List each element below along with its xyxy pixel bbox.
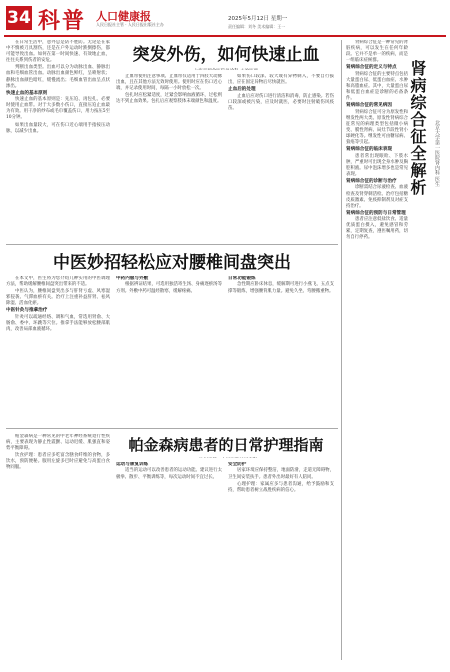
sidebar-para: 肾病综合征可分为原发性和继发性两大类。原发性肾病综合征常见的病理类型包括微小病变、膜性肾病、局灶节段性肾小球硬化等。继发性可由糖尿病、狼疮等引起。 bbox=[346, 109, 408, 146]
article2-para: 在本文中，医生将为您介绍几种实用的中医调理方法，帮助缓解腰椎间盘突出带来的不适。 bbox=[6, 276, 110, 288]
sidebar-para: 肾病综合征的主要特点包括大量蛋白尿、低蛋白血症、水肿和高脂血症。其中，大量蛋白尿和低蛋白血症是诊断的必备条件。 bbox=[346, 71, 408, 102]
article1-para: 如果出血量较大，可在伤口近心端用手指按压动脉，以减少出血。 bbox=[6, 122, 110, 134]
section-title: 科普 bbox=[38, 8, 87, 34]
article2-subhead: 中药内服与外敷 bbox=[116, 276, 149, 281]
sidebar-title: 肾病综合征全解析 bbox=[408, 60, 427, 196]
header-rule bbox=[4, 35, 446, 37]
article3-subhead: 运动与康复训练 bbox=[116, 462, 149, 467]
article2-subhead: 日常功能锻炼 bbox=[228, 276, 256, 281]
article3-para: 饮食护理：患者应多吃富含膳食纤维的食物，多饮水，预防便秘。服用左旋多巴时应避免与高蛋白食物同服。 bbox=[6, 453, 110, 471]
section-divider bbox=[6, 244, 338, 245]
article3-col3 bbox=[228, 462, 334, 662]
article1-header bbox=[116, 40, 336, 70]
article2-subhead: 中医针灸与推拿治疗 bbox=[6, 308, 48, 314]
article1-para: 判断出血类型。出血可以分为动脉出血、静脉出血和毛细血管出血。动脉出血颜色鲜红，呈喷射状；静脉出血颜色暗红，缓慢流出；毛细血管出血呈点状渗出。 bbox=[6, 65, 110, 89]
newspaper-sub: 人民日报社主管 · 人民日报出版社主办 bbox=[96, 22, 164, 27]
article2-title: 中医妙招轻松应对腰椎间盘突出 bbox=[53, 253, 291, 272]
article1-title: 突发外伤，如何快速止血 bbox=[132, 45, 320, 65]
sidebar-subhead: 肾病综合征的临床表现 bbox=[346, 147, 392, 153]
article2-col1 bbox=[6, 276, 110, 424]
sidebar-col bbox=[346, 40, 408, 660]
article3-byline bbox=[116, 457, 336, 458]
article3-para: 心理护理：家属应多与患者沟通，给予鼓励和支持，帮助患者树立战胜疾病的信心。 bbox=[228, 481, 334, 493]
sidebar-subhead: 肾病综合征的定义与特点 bbox=[346, 65, 397, 71]
sidebar-byline: 北京大学第一医院肾内科 医生 bbox=[434, 120, 440, 187]
article1-para: 止血后应对伤口进行清洁和消毒，防止感染。若伤口较深或被污染，应及时就医，必要时注射破伤风疫苗。 bbox=[228, 93, 334, 111]
newspaper-logo: 人口健康报 bbox=[96, 10, 151, 23]
column-divider bbox=[341, 40, 342, 660]
sidebar-para: 诊断需结合尿液检查、血液检查及肾穿刺活检。治疗包括糖皮质激素、免疫抑制剂及对症支持治疗。 bbox=[346, 185, 408, 209]
article1-para: 包扎时应松紧适度，过紧会影响血液循环，过松则达不到止血效果。包扎后应观察肢体末端颜色和温度。 bbox=[116, 93, 222, 105]
article1-mid-col bbox=[116, 74, 222, 240]
article1-subhead: 止血后的处理 bbox=[228, 87, 256, 93]
article1-para: 如果伤口较深、较大或有异物刺入，不要自行拔出，应在固定异物后尽快就医。 bbox=[228, 74, 334, 86]
article3-col2 bbox=[116, 462, 222, 662]
article3-para: 帕金森病是一种常见的中老年神经系统退行性疾病，主要表现为静止性震颤、运动迟缓、肌强直和姿势平衡障碍。 bbox=[6, 434, 110, 452]
article1-right-col bbox=[228, 74, 334, 240]
page-header bbox=[0, 0, 450, 36]
article2-col2 bbox=[116, 276, 222, 424]
article3-col1 bbox=[6, 434, 110, 664]
article2-para: 急性期应卧床休息，缓解期可进行小燕飞、五点支撑等锻炼，增强腰背肌力量。避免久坐、弯腰搬重物。 bbox=[228, 282, 334, 294]
article3-para: 适当的运动可以改善患者的运动功能。建议进行太极拳、散步、平衡训练等，每次运动时间不宜过长。 bbox=[116, 468, 222, 480]
issue-date: 2025年5月12日 星期一 bbox=[228, 16, 288, 22]
sidebar-para: 肾病综合征是一种常见的肾脏疾病，可以发生在任何年龄段。它并不是单一的疾病，而是一组临床症候群。 bbox=[346, 40, 408, 64]
editor-credit: 责任编辑：刘冬 美术编辑：王一 bbox=[228, 24, 286, 29]
article2-para: 中医认为，腰椎间盘突出多与肝肾亏虚、风寒湿邪侵袭、气滞血瘀有关。治疗上注重补益肝肾、祛风除湿、活血化瘀。 bbox=[6, 289, 110, 307]
article3-para: 居家环境应保持整洁，地面防滑，走道无障碍物，卫生间安装扶手。患者外出时最好有人陪同。 bbox=[228, 468, 334, 480]
article1-para: 在日常生活中，意外总是防不胜防。无论是在家中不慎被刀具割伤，还是在户外运动时跌倒擦伤，都可能导致出血。如何在第一时间快速、有效地止血，往往关系到伤者的安危。 bbox=[6, 40, 110, 64]
article3-title: 帕金森病患者的日常护理指南 bbox=[128, 436, 324, 454]
page-number: 34 bbox=[7, 8, 31, 28]
article1-byline bbox=[116, 68, 336, 70]
article1-para: 快速止血的基本原则是：先压迫、再包扎、必要时使用止血带。对于大多数小伤口，直接压迫止血最为有效。用干净的纱布或毛巾覆盖伤口，用力按压5至10分钟。 bbox=[6, 97, 110, 121]
article2-para: 根据辨证结果，可选用独活寄生汤、身痛逐瘀汤等方剂。外敷中药可温经散寒，缓解疼痛。 bbox=[116, 282, 222, 294]
article1-left-col bbox=[6, 40, 110, 240]
section-divider bbox=[6, 428, 338, 429]
article1-subhead: 快速止血的基本原则 bbox=[6, 90, 48, 96]
sidebar-subhead: 肾病综合征的常见病因 bbox=[346, 103, 392, 109]
sidebar-subhead: 肾病综合征的预防与日常管理 bbox=[346, 210, 406, 216]
article2-col3 bbox=[228, 276, 334, 424]
sidebar-para: 患者应注意低盐饮食、适量优质蛋白摄入，避免感冒和劳累，定期复查，遵医嘱用药，切勿自行停药。 bbox=[346, 217, 408, 241]
article2-header bbox=[6, 248, 338, 272]
article1-para: 止血带使用注意事项。止血带仅适用于四肢大动脉出血，且在其他方法无效时使用。使用时应在伤口近心端，并记录使用时间，每隔一小时放松一次。 bbox=[116, 74, 222, 92]
article2-para: 针灸可以疏通经络、调和气血，常选用肾俞、大肠俞、委中、环跳等穴位。推拿手法能够放松腰部肌肉，改善局部血液循环。 bbox=[6, 314, 110, 333]
sidebar-para: 患者常出现眼睑、下肢水肿，严重时可出现全身水肿及胸腔积液。尿中泡沫增多也是常见表现。 bbox=[346, 153, 408, 177]
article3-header bbox=[116, 434, 336, 458]
sidebar-subhead: 肾病综合征的诊断与治疗 bbox=[346, 179, 397, 184]
article3-subhead: 安全防护 bbox=[228, 462, 247, 467]
